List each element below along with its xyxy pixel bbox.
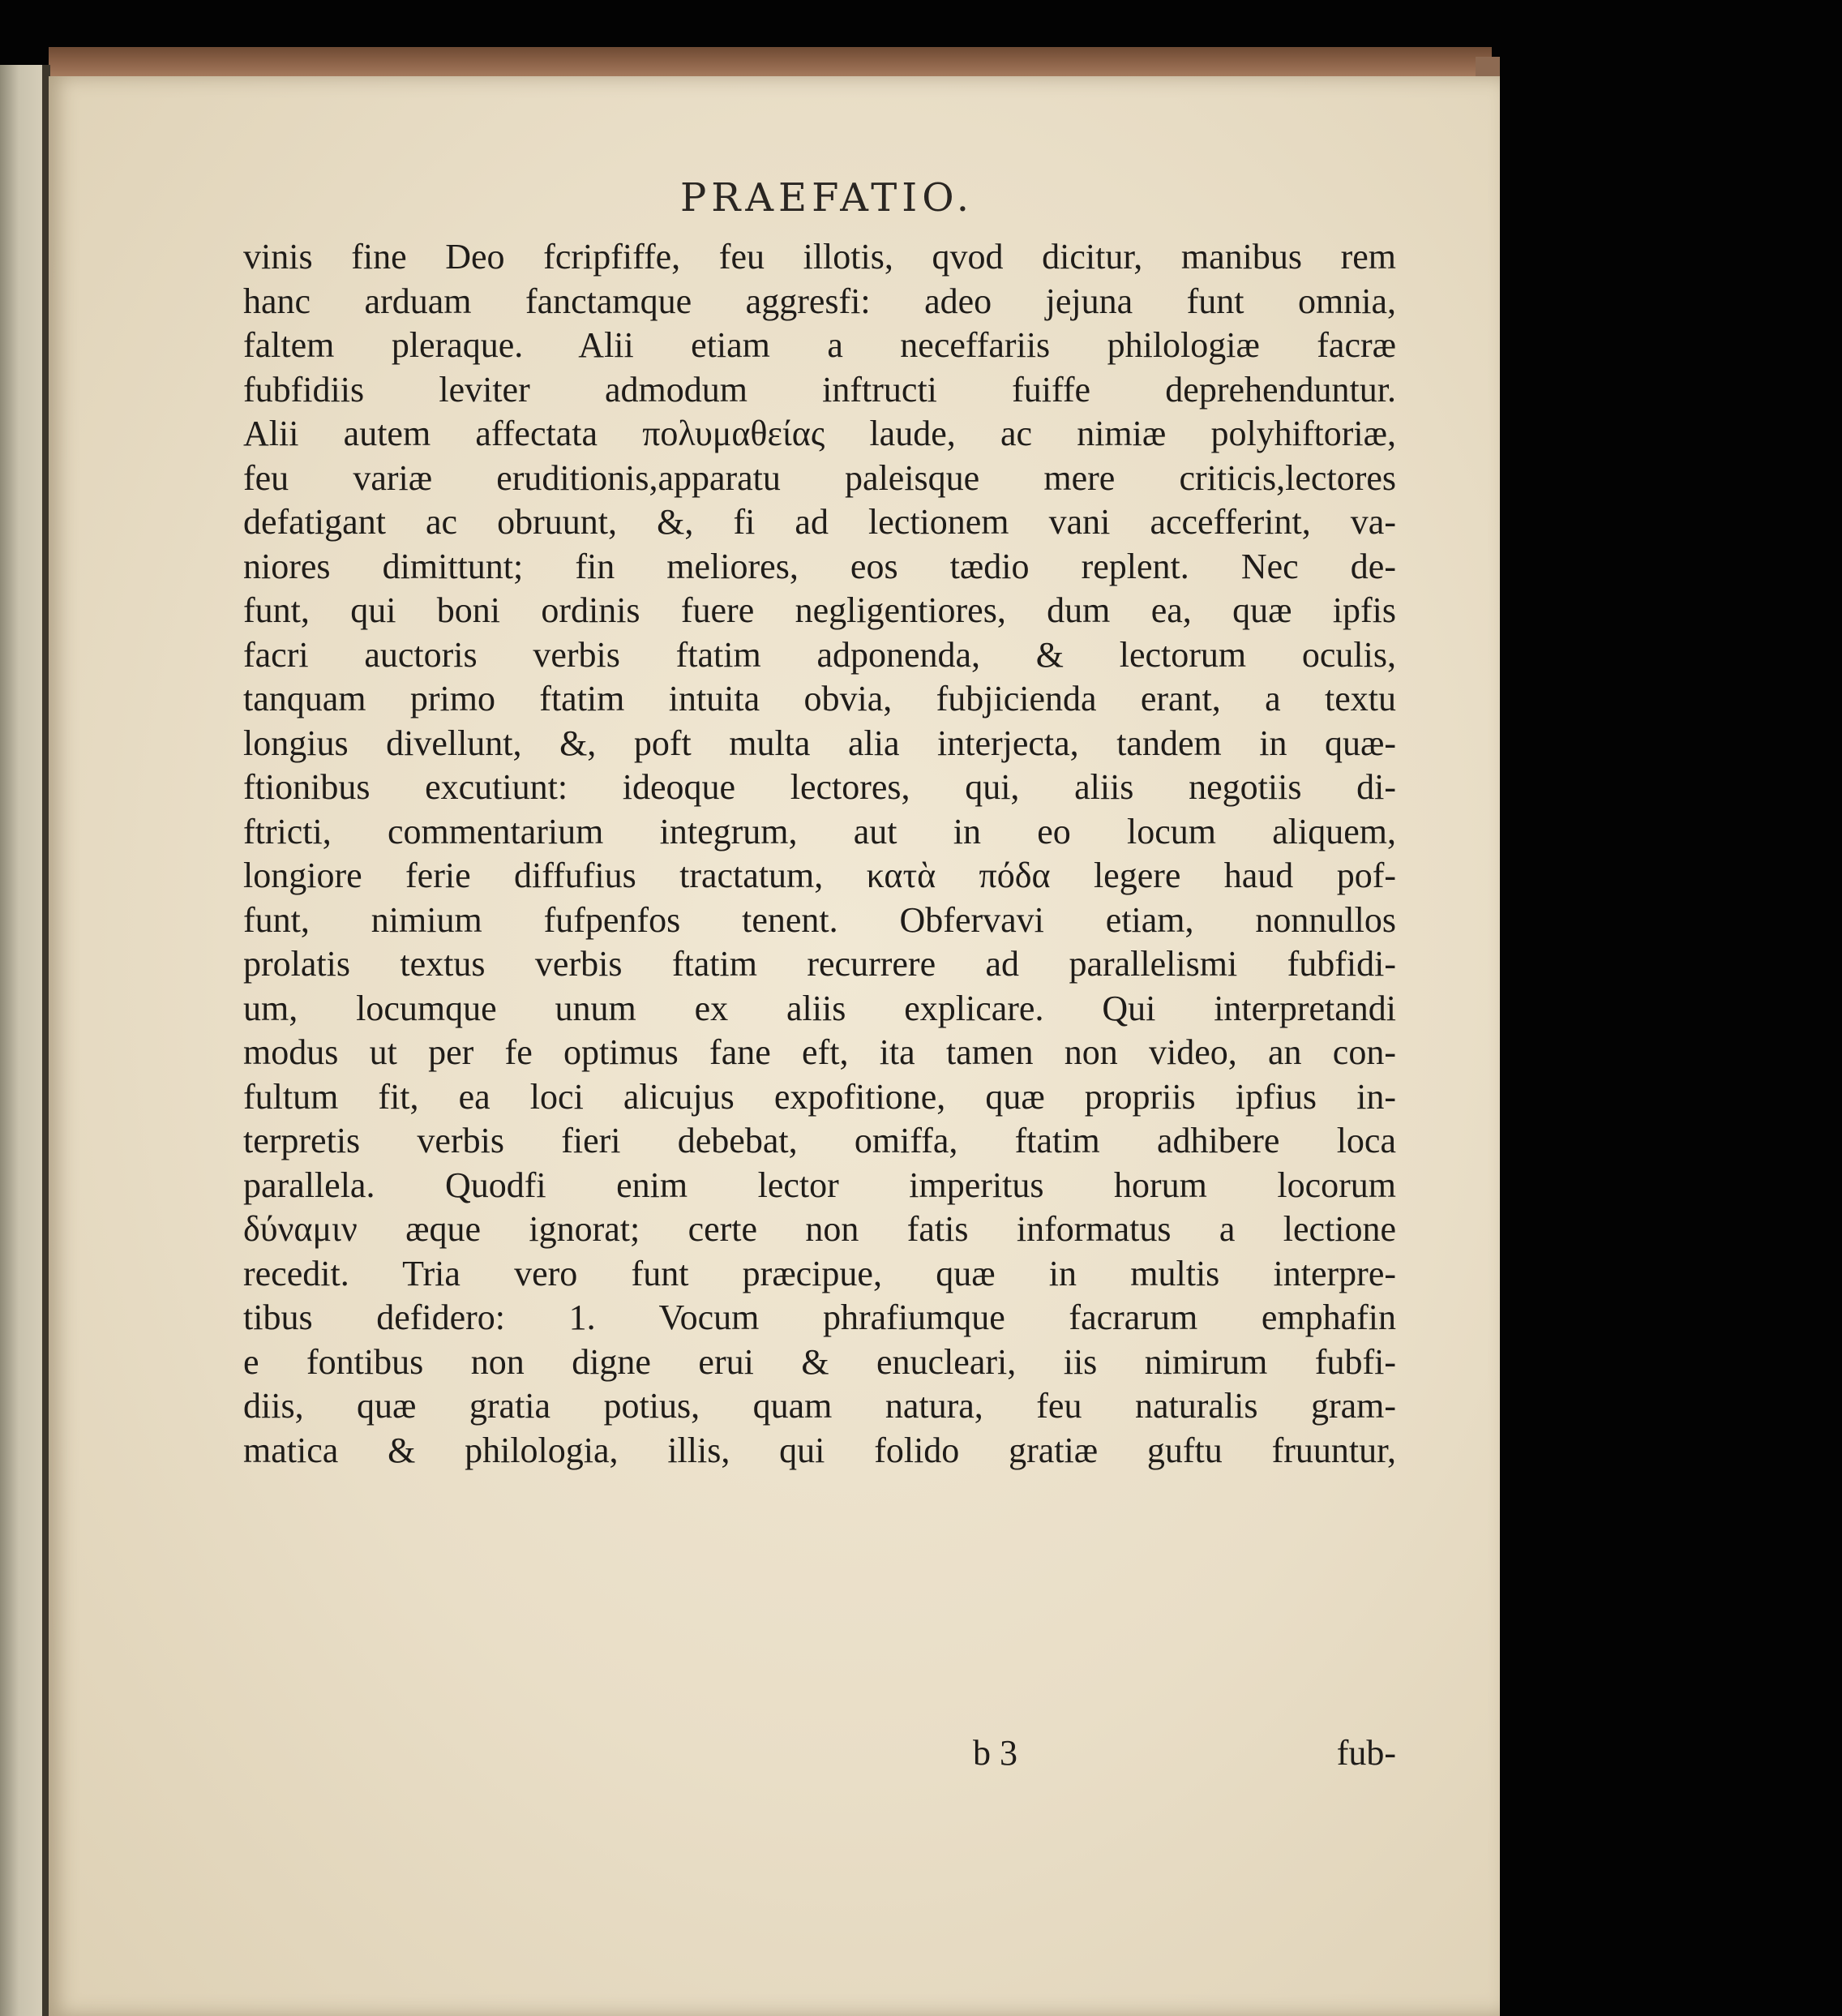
text-line: parallela. Quodfi enim lector imperitus horum locorum (243, 1165, 1396, 1205)
text-line: longius divellunt, &, poft multa alia interjecta, tandem in quæ- (243, 723, 1396, 763)
text-line: fultum fit, ea loci alicujus expofitione, quæ propriis ipfius in- (243, 1076, 1396, 1117)
text-line: diis, quæ gratia potius, quam natura, feu naturalis gram- (243, 1386, 1396, 1426)
text-line: tanquam primo ftatim intuita obvia, fubjicienda erant, a textu (243, 679, 1396, 718)
text-line: longiore ferie diffufius tractatum, κατὰ πόδα legere haud pof- (243, 856, 1396, 895)
text-line: δύναμιν æque ignorat; certe non fatis informatus a lectione (243, 1209, 1396, 1249)
text-line: vinis fine Deo fcripfiffe, feu illotis, qvod dicitur, manibus rem (243, 237, 1396, 277)
text-line: defatigant ac obruunt, &, fi ad lectionem vani accefferint, va- (243, 502, 1396, 542)
signature-mark: b 3 (973, 1733, 1017, 1773)
text-line: matica & philologia, illis, qui folido gratiæ guftu fruuntur, (243, 1430, 1396, 1470)
book-page (49, 76, 1500, 2016)
previous-page-edge (0, 65, 47, 2016)
running-head-text: PRAEFATIO. (679, 175, 975, 221)
running-head (49, 175, 1500, 221)
body-text (243, 235, 1396, 1473)
text-line: hanc arduam fanctamque aggresfi: adeo jejuna funt omnia, (243, 281, 1396, 321)
text-line: ftricti, commentarium integrum, aut in eo locum aliquem, (243, 811, 1396, 851)
text-line: faltem pleraque. Alii etiam a neceffariis philologiæ facræ (243, 325, 1396, 365)
text-line: feu variæ eruditionis,apparatu paleisque mere criticis,lectores (243, 457, 1396, 498)
text-line: funt, qui boni ordinis fuere negligentiores, dum ea, quæ ipfis (243, 590, 1396, 630)
text-line: um, locumque unum ex aliis explicare. Qui interpretandi (243, 988, 1396, 1028)
page-footer (243, 1732, 1396, 1781)
text-line: fubfidiis leviter admodum inftructi fuiffe deprehenduntur. (243, 369, 1396, 410)
text-line: terpretis verbis fieri debebat, omiffa, ftatim adhibere loca (243, 1121, 1396, 1160)
catchword: fub- (1336, 1733, 1396, 1773)
text-line: modus ut per fe optimus fane eft, ita tamen non video, an con- (243, 1032, 1396, 1072)
text-line: recedit. Tria vero funt præcipue, quæ in multis interpre- (243, 1253, 1396, 1293)
text-line: e fontibus non digne erui & enucleari, iis nimirum fubfi- (243, 1341, 1396, 1382)
text-line: tibus defidero: 1. Vocum phrafiumque facrarum emphafin (243, 1298, 1396, 1337)
text-line: niores dimittunt; fin meliores, eos tædio replent. Nec de- (243, 546, 1396, 586)
text-line: Alii autem affectata πολυμαθείας laude, ac nimiæ polyhiftoriæ, (243, 414, 1396, 453)
text-line: facri auctoris verbis ftatim adponenda, & lectorum oculis, (243, 634, 1396, 675)
text-line: ftionibus excutiunt: ideoque lectores, qui, aliis negotiis di- (243, 767, 1396, 807)
text-line: prolatis textus verbis ftatim recurrere ad parallelismi fubfidi- (243, 944, 1396, 984)
text-line: funt, nimium fufpenfos tenent. Obfervavi etiam, nonnullos (243, 899, 1396, 940)
